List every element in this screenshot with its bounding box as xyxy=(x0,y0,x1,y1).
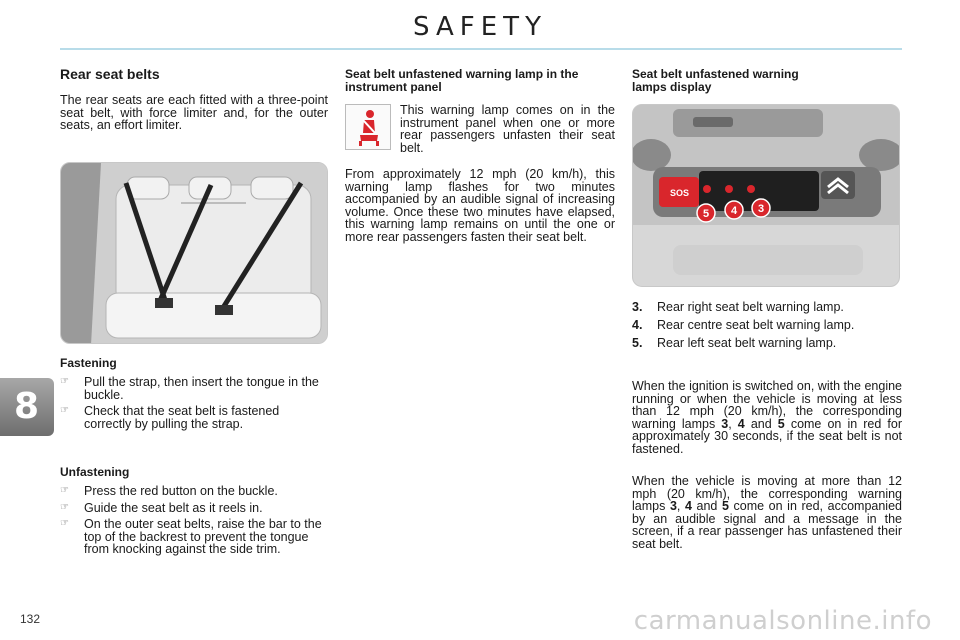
legend-item: 5. Rear left seat belt warning lamp. xyxy=(632,336,837,350)
callout-4: 4 xyxy=(730,205,738,217)
header-divider xyxy=(60,48,902,50)
unfastening-heading: Unfastening xyxy=(60,465,130,479)
list-item: ☞ On the outer seat belts, raise the bar to the top of the backrest to prevent the tongue from knocking against the side trim. xyxy=(60,517,322,556)
chapter-number: 8 xyxy=(14,386,40,427)
legend-item: 3. Rear right seat belt warning lamp. xyxy=(632,300,844,314)
chapter-tab xyxy=(0,378,54,436)
dashboard-display-photo xyxy=(632,104,900,287)
callout-legend xyxy=(632,300,902,354)
lamp-description: This warning lamp comes on in the instrument panel when one or more rear passengers unfasten their seat belt. xyxy=(400,103,615,155)
callout-5: 5 xyxy=(702,208,710,220)
rear-seats-photo xyxy=(60,162,328,344)
lamp-behaviour-paragraph: From approximately 12 mph (20 km/h), this warning lamp flashes for two minutes accompanied by an audible signal of increasing volume. Once these two minutes have elapsed, this warning lamp remains on until the one or more rear passengers fasten their seat belt. xyxy=(345,167,615,244)
unfastening-list xyxy=(60,485,328,556)
instrument-lamp-heading: Seat belt unfastened warning lamp in the instrument panel xyxy=(345,67,579,94)
finger-pointer-icon: ☞ xyxy=(60,485,69,496)
sos-label: SOS xyxy=(670,188,690,198)
fastening-section xyxy=(60,357,328,434)
unfastening-section xyxy=(60,466,328,560)
display-lamps-section xyxy=(632,68,902,94)
list-item: ☞ Press the red button on the buckle. xyxy=(60,484,278,498)
list-item: ☞ Guide the seat belt as it reels in. xyxy=(60,500,263,515)
dashboard-illustration xyxy=(633,105,900,287)
intro-paragraph: The rear seats are each fitted with a three-point seat belt, with force limiter and, for the outer seats, an effort limiter. xyxy=(60,93,328,132)
page-title: SAFETY xyxy=(413,12,547,42)
seat-belt-warning-icon xyxy=(345,104,391,150)
ignition-paragraph: When the ignition is switched on, with the engine running or when the vehicle is moving at less than 12 mph (20 km/h), the corresponding warning lamps 3, 4 and 5 come on in red for approximately 30 seconds, if the seat belt is not fastened. xyxy=(632,379,902,456)
legend-item: 4. Rear centre seat belt warning lamp. xyxy=(632,318,855,332)
page-number: 132 xyxy=(20,612,41,626)
watermark: carmanualsonline.info xyxy=(633,606,932,636)
moving-paragraph: When the vehicle is moving at more than 12 mph (20 km/h), the corresponding warning lamps 3, 4 and 5 come on in red, accompanied by an audible signal and a message in the screen, if a rear passenger has unfastened their seat belt. xyxy=(632,474,902,551)
section-heading: Rear seat belts xyxy=(60,66,160,82)
display-lamps-heading: Seat belt unfastened warning lamps display xyxy=(632,67,799,94)
fastening-heading: Fastening xyxy=(60,356,117,370)
instrument-lamp-section xyxy=(345,68,615,94)
list-item: ☞ Check that the seat belt is fastened correctly by pulling the strap. xyxy=(60,404,280,431)
list-item: ☞ Pull the strap, then insert the tongue in the buckle. xyxy=(60,375,319,402)
rear-seat-belts-section xyxy=(60,66,328,132)
finger-pointer-icon: ☞ xyxy=(60,376,69,387)
rear-seats-illustration xyxy=(61,163,328,344)
finger-pointer-icon: ☞ xyxy=(60,501,69,513)
callout-3: 3 xyxy=(757,203,765,215)
fastening-list xyxy=(60,376,328,430)
seat-belt-lamp-icon xyxy=(346,105,390,149)
finger-pointer-icon: ☞ xyxy=(60,405,69,416)
finger-pointer-icon: ☞ xyxy=(60,518,69,529)
